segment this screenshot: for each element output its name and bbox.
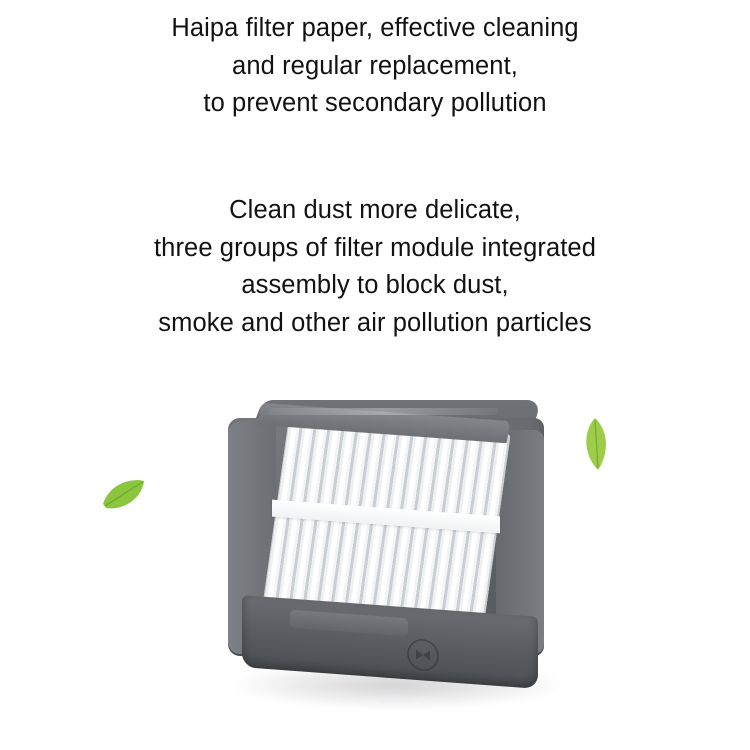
headline-line: Haipa filter paper, effective cleaning xyxy=(171,14,579,42)
headline-line: smoke and other air pollution particles xyxy=(158,309,592,338)
recycle-arrows-icon xyxy=(406,637,440,673)
headline-line: and regular replacement, xyxy=(232,51,518,80)
headline-line: assembly to block dust, xyxy=(241,271,509,300)
headline-line: to prevent secondary pollution xyxy=(203,89,547,118)
filter-top-highlight xyxy=(267,408,500,415)
headline-line: Clean dust more delicate, xyxy=(229,196,521,224)
product-photo xyxy=(0,390,750,750)
hepa-filter-cartridge xyxy=(228,400,568,700)
leaf-on-filter xyxy=(100,478,146,512)
leaf-floating xyxy=(578,416,612,472)
headline-block-primary xyxy=(0,10,750,123)
headline-block-secondary xyxy=(0,192,750,343)
headline-line: three groups of filter module integrated xyxy=(153,233,596,262)
